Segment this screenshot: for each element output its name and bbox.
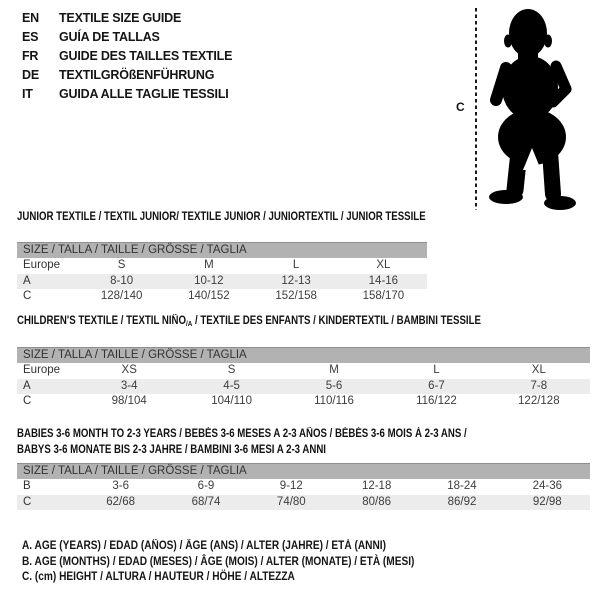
row-cell: M xyxy=(329,364,339,376)
legend-line: C. (cm) HEIGHT / ALTURA / HAUTEUR / HÖHE / ALTEZZA xyxy=(22,571,295,583)
row-cell: 68/74 xyxy=(191,495,221,508)
table-row xyxy=(17,495,590,511)
figure-height-label: C xyxy=(456,100,465,114)
language-code: FR xyxy=(22,49,39,63)
table-row xyxy=(17,258,427,274)
row-label: C xyxy=(23,290,32,303)
language-code: DE xyxy=(22,68,39,82)
row-cell: 14-16 xyxy=(368,274,399,287)
language-label: GUIDE DES TAILLES TEXTILE xyxy=(59,49,233,63)
table-size-header: SIZE / TALLA / TAILLE / GRÖSSE / TAGLIA xyxy=(17,347,590,363)
table-title-line xyxy=(17,442,498,458)
row-cell: XS xyxy=(121,364,137,376)
row-cell: 122/128 xyxy=(518,395,560,408)
table-title xyxy=(17,211,426,223)
table-title-line xyxy=(17,426,498,442)
row-cell: 140/152 xyxy=(188,290,230,303)
table-title xyxy=(17,315,498,330)
row-cell: 12-13 xyxy=(281,274,311,287)
row-cell: 86/92 xyxy=(447,495,477,508)
row-label: C xyxy=(23,395,32,408)
table-title-text: /A xyxy=(186,319,193,328)
language-row xyxy=(22,28,232,47)
language-label: TEXTILGRÖßENFÜHRUNG xyxy=(59,68,215,82)
size-table xyxy=(17,347,590,410)
row-cell: 92/98 xyxy=(532,495,562,508)
size-table xyxy=(17,242,427,305)
size-table xyxy=(17,463,590,510)
row-cell: 158/170 xyxy=(362,290,405,303)
legend-line: B. AGE (MONTHS) / EDAD (MESES) / ÂGE (MOIS) / ALTER (MONATE) / ETÀ (MESI) xyxy=(22,555,415,568)
table-row xyxy=(17,363,590,379)
table-row xyxy=(17,274,427,290)
row-cell: L xyxy=(433,364,440,376)
table-size-header: SIZE / TALLA / TAILLE / GRÖSSE / TAGLIA xyxy=(17,463,590,479)
row-cell: 80/86 xyxy=(362,495,392,508)
row-cell: 24-36 xyxy=(532,480,563,492)
row-cell: 74/80 xyxy=(276,495,306,508)
language-row xyxy=(22,9,232,28)
size-figure xyxy=(470,4,600,216)
row-cell: 4-5 xyxy=(223,379,240,392)
row-label: A xyxy=(23,379,31,392)
legend xyxy=(22,539,414,586)
row-cell: XL xyxy=(531,364,546,376)
table-row xyxy=(17,379,590,395)
row-cell: 104/110 xyxy=(211,395,252,408)
row-cell: S xyxy=(227,364,236,376)
row-cell: 110/116 xyxy=(314,395,354,408)
toddler-silhouette xyxy=(489,9,576,210)
table-title-line xyxy=(17,211,426,223)
row-cell: 116/122 xyxy=(416,395,457,408)
table-row xyxy=(17,394,590,410)
row-cell: 152/158 xyxy=(275,290,317,303)
size-table-section-children xyxy=(17,315,590,410)
row-cell: 6-7 xyxy=(428,379,445,392)
row-cell: 8-10 xyxy=(110,274,134,287)
table-row xyxy=(17,479,590,495)
language-row xyxy=(22,47,232,66)
row-cell: 7-8 xyxy=(530,379,548,392)
row-cell: L xyxy=(292,259,300,271)
row-cell: 9-12 xyxy=(279,480,303,492)
row-cell: 128/140 xyxy=(100,290,143,303)
row-cell: 6-9 xyxy=(197,480,215,492)
table-title xyxy=(17,426,498,458)
row-label: Europe xyxy=(23,259,61,271)
row-cell: S xyxy=(117,259,126,271)
row-label: C xyxy=(23,495,32,508)
row-cell: M xyxy=(204,259,214,271)
table-row xyxy=(17,289,427,305)
size-table-section-junior xyxy=(17,211,427,305)
row-cell: 98/104 xyxy=(111,395,147,408)
row-cell: 10-12 xyxy=(194,274,224,287)
language-row xyxy=(22,66,232,85)
row-cell: 3-6 xyxy=(112,480,129,492)
language-row xyxy=(22,85,232,104)
language-code: EN xyxy=(22,11,39,25)
row-cell: 12-18 xyxy=(361,480,392,492)
row-cell: 3-4 xyxy=(120,379,138,392)
row-label: B xyxy=(23,480,31,492)
size-table-section-babies xyxy=(17,426,590,510)
table-title-text: BABYS 3-6 MONATE BIS 2-3 JAHRE / BAMBINI 3-6 MESI A 2-3 ANNI xyxy=(17,444,326,456)
language-list xyxy=(22,9,232,104)
row-label: Europe xyxy=(23,364,61,376)
language-code: IT xyxy=(22,87,33,101)
row-label: A xyxy=(23,274,31,287)
table-title-text: JUNIOR TEXTILE / TEXTIL JUNIOR/ TEXTILE JUNIOR / JUNIORTEXTIL / JUNIOR TESSILE xyxy=(17,211,426,223)
legend-line: A. AGE (YEARS) / EDAD (AÑOS) / ÂGE (ANS) / ALTER (JAHRE) / ETÀ (ANNI) xyxy=(22,540,386,552)
table-title-text: BABIES 3-6 MONTH TO 2-3 YEARS / BEBÉS 3-6 MESES A 2-3 AÑOS / BÉBÉS 3-6 MOIS À 2-3 ANS / xyxy=(17,428,467,440)
row-cell: XL xyxy=(376,259,391,271)
table-title-text: / TEXTILE DES ENFANTS / KINDERTEXTIL / BAMBINI TESSILE xyxy=(192,315,481,327)
table-title-line xyxy=(17,315,498,330)
row-cell: 18-24 xyxy=(447,480,477,492)
table-size-header: SIZE / TALLA / TAILLE / GRÖSSE / TAGLIA xyxy=(17,242,427,258)
row-cell: 5-6 xyxy=(325,379,343,392)
row-cell: 62/68 xyxy=(106,495,136,508)
table-title-text: CHILDREN'S TEXTILE / TEXTIL NIÑO xyxy=(17,315,187,327)
language-label: TEXTILE SIZE GUIDE xyxy=(59,11,182,25)
language-label: GUÍA DE TALLAS xyxy=(59,30,160,44)
language-code: ES xyxy=(22,30,39,44)
language-label: GUIDA ALLE TAGLIE TESSILI xyxy=(59,87,229,101)
